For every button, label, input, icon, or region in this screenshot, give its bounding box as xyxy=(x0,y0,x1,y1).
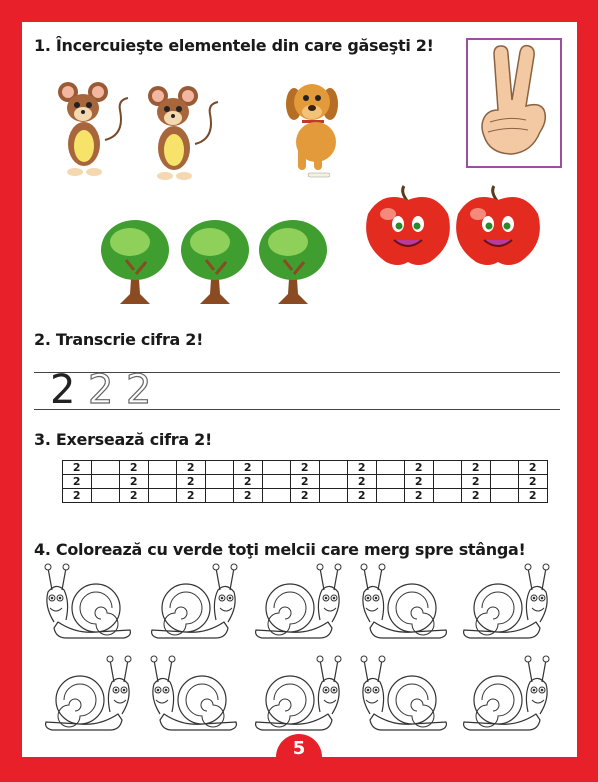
grid-cell-empty[interactable] xyxy=(490,489,519,503)
grid-cell-digit: 2 xyxy=(462,489,491,503)
grid-cell-empty[interactable] xyxy=(490,475,519,489)
grid-row xyxy=(63,475,548,489)
grid-cell-empty[interactable] xyxy=(376,461,405,475)
grid-cell-empty[interactable] xyxy=(91,475,120,489)
grid-cell-empty[interactable] xyxy=(205,489,234,503)
grid-cell-digit: 2 xyxy=(405,489,434,503)
page-number: 5 xyxy=(276,734,322,764)
tree-icon[interactable] xyxy=(180,214,250,306)
digit-traceable[interactable]: 2 xyxy=(126,367,152,413)
grid-cell-digit: 2 xyxy=(348,475,377,489)
apple-icon[interactable] xyxy=(364,184,452,268)
exercise-2-title: 2. Transcrie cifra 2! xyxy=(34,330,204,349)
dog-icon[interactable] xyxy=(280,80,350,180)
grid-cell-digit: 2 xyxy=(348,489,377,503)
grid-cell-digit: 2 xyxy=(63,475,92,489)
grid-cell-digit: 2 xyxy=(462,461,491,475)
grid-cell-digit: 2 xyxy=(63,461,92,475)
grid-cell-empty[interactable] xyxy=(319,461,348,475)
grid-cell-empty[interactable] xyxy=(262,489,291,503)
worksheet-page xyxy=(22,22,577,757)
snail-icon[interactable] xyxy=(356,654,452,738)
grid-cell-empty[interactable] xyxy=(319,475,348,489)
snail-icon[interactable] xyxy=(250,562,346,646)
grid-cell-digit: 2 xyxy=(348,461,377,475)
grid-cell-digit: 2 xyxy=(291,475,320,489)
grid-cell-empty[interactable] xyxy=(91,489,120,503)
apple-icon[interactable] xyxy=(454,184,542,268)
digit-solid: 2 xyxy=(50,367,76,413)
grid-cell-digit: 2 xyxy=(291,461,320,475)
digit-traceable[interactable]: 2 xyxy=(88,367,114,413)
grid-cell-digit: 2 xyxy=(519,461,548,475)
tree-icon[interactable] xyxy=(258,214,328,306)
grid-cell-digit: 2 xyxy=(234,489,263,503)
grid-cell-empty[interactable] xyxy=(433,475,462,489)
hand-icon xyxy=(468,40,560,166)
practice-grid xyxy=(62,460,548,503)
grid-cell-digit: 2 xyxy=(519,489,548,503)
grid-cell-empty[interactable] xyxy=(262,461,291,475)
grid-cell-digit: 2 xyxy=(405,475,434,489)
grid-cell-digit: 2 xyxy=(405,461,434,475)
snail-icon[interactable] xyxy=(458,562,554,646)
grid-cell-digit: 2 xyxy=(177,475,206,489)
grid-cell-digit: 2 xyxy=(234,461,263,475)
grid-cell-digit: 2 xyxy=(234,475,263,489)
snail-icon[interactable] xyxy=(40,654,136,738)
grid-cell-digit: 2 xyxy=(291,489,320,503)
grid-cell-empty[interactable] xyxy=(376,475,405,489)
grid-cell-empty[interactable] xyxy=(205,461,234,475)
tree-icon[interactable] xyxy=(100,214,170,306)
grid-cell-empty[interactable] xyxy=(376,489,405,503)
grid-cell-digit: 2 xyxy=(120,475,149,489)
grid-cell-empty[interactable] xyxy=(148,461,177,475)
exercise-4-title: 4. Colorează cu verde toţi melcii care merg spre stânga! xyxy=(34,540,526,559)
grid-cell-empty[interactable] xyxy=(91,461,120,475)
grid-cell-empty[interactable] xyxy=(148,475,177,489)
grid-cell-digit: 2 xyxy=(63,489,92,503)
grid-cell-empty[interactable] xyxy=(433,489,462,503)
snail-icon[interactable] xyxy=(146,654,242,738)
grid-cell-empty[interactable] xyxy=(205,475,234,489)
hand-two-fingers-frame[interactable] xyxy=(466,38,562,168)
grid-cell-empty[interactable] xyxy=(148,489,177,503)
snail-icon[interactable] xyxy=(40,562,136,646)
grid-row xyxy=(63,489,548,503)
grid-cell-digit: 2 xyxy=(177,461,206,475)
grid-cell-empty[interactable] xyxy=(490,461,519,475)
grid-cell-digit: 2 xyxy=(177,489,206,503)
grid-cell-empty[interactable] xyxy=(262,475,291,489)
grid-cell-digit: 2 xyxy=(519,475,548,489)
grid-cell-digit: 2 xyxy=(120,461,149,475)
grid-cell-digit: 2 xyxy=(120,489,149,503)
grid-cell-empty[interactable] xyxy=(433,461,462,475)
mouse-icon[interactable] xyxy=(140,84,220,184)
exercise-3-title: 3. Exersează cifra 2! xyxy=(34,430,212,449)
snail-icon[interactable] xyxy=(356,562,452,646)
snail-icon[interactable] xyxy=(146,562,242,646)
grid-row xyxy=(63,461,548,475)
snail-icon[interactable] xyxy=(250,654,346,738)
exercise-1-title: 1. Încercuieşte elementele din care găseşti 2! xyxy=(34,36,434,55)
grid-cell-digit: 2 xyxy=(462,475,491,489)
mouse-icon[interactable] xyxy=(50,80,130,180)
grid-cell-empty[interactable] xyxy=(319,489,348,503)
snail-icon[interactable] xyxy=(458,654,554,738)
